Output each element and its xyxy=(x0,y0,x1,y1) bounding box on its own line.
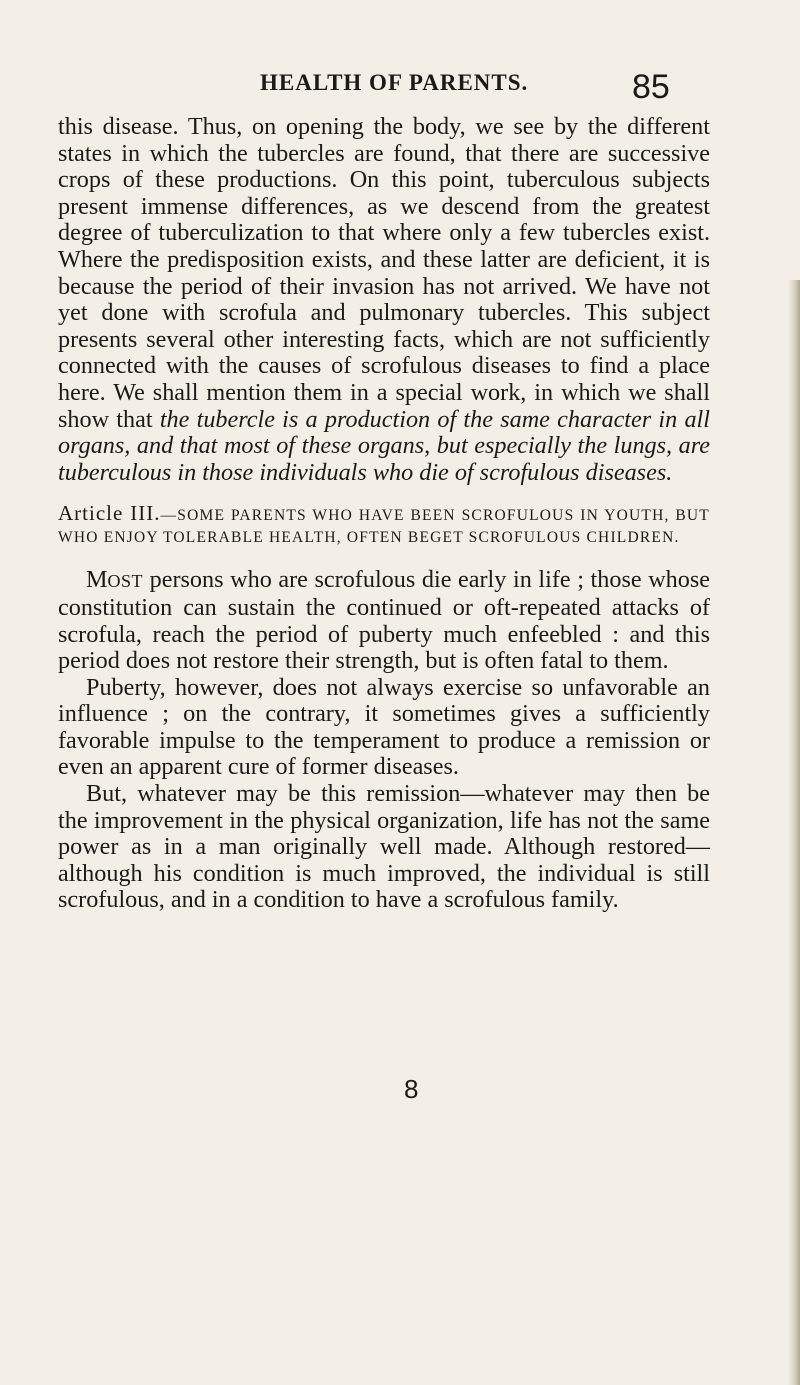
page-header xyxy=(60,68,670,108)
article-heading xyxy=(58,502,710,549)
paragraph-2-smallcaps: OST xyxy=(107,571,144,592)
page-number: 85 xyxy=(632,68,670,106)
article-heading-text: —SOME PARENTS WHO HAVE BEEN SCROFULOUS IN YOUTH, BUT WHO ENJOY TOLERABLE HEALTH, OFTEN BEGET SCROFULOUS CHILDREN. xyxy=(58,507,710,547)
paragraph-2 xyxy=(58,567,710,674)
article-heading-lead: Article III. xyxy=(58,501,161,526)
paragraph-2-initial: M xyxy=(86,566,108,594)
paragraph-1 xyxy=(58,114,710,486)
page-edge-shadow xyxy=(788,280,800,1385)
paragraph-1-text: this disease. Thus, on opening the body, we see by the different states in which the tubercles are found, that there are successive crops of these productions. On this point, tuberculous subjects present immense differences, as we descend from the greatest degree of tuberculization to that where only a few tubercles exist. Where the predisposition exists, and these latter are deficient, it is because the period of their invasion has not arrived. We have not yet done with scrofula and pulmonary tubercles. This subject presents several other interesting facts, which are not sufficiently connected with the causes of scrofulous diseases to find a place here. We shall mention them in a special work, in which we shall show that xyxy=(58,113,710,433)
paragraph-2-text: persons who are scrofulous die early in life ; those whose constitution can sustain the continued or oft-repeated attacks of scrofula, reach the period of puberty much enfeebled : and this period does not restore their strength, but is often fatal to them. xyxy=(58,566,710,675)
paragraph-1-italic: the tubercle is a production of the same character in all organs, and that most of these organs, but especially the lungs, are tuberculous in those individuals who die of scrofulous diseases. xyxy=(58,405,710,486)
page-body xyxy=(58,114,710,914)
paragraph-4: But, whatever may be this remission—whatever may then be the improvement in the physical organization, life has not the same power as in a man originally well made. Although restored—although his condition is much improved, the individual is still scrofulous, and in a condition to have a scrofulous family. xyxy=(58,780,710,914)
running-title: HEALTH OF PARENTS. xyxy=(260,70,529,95)
signature-mark: 8 xyxy=(404,1074,419,1104)
paragraph-3: Puberty, however, does not always exercise so unfavorable an influence ; on the contrary, it sometimes gives a sufficiently favorable impulse to the temperament to produce a remission or even an apparent cure of former diseases. xyxy=(58,673,710,781)
